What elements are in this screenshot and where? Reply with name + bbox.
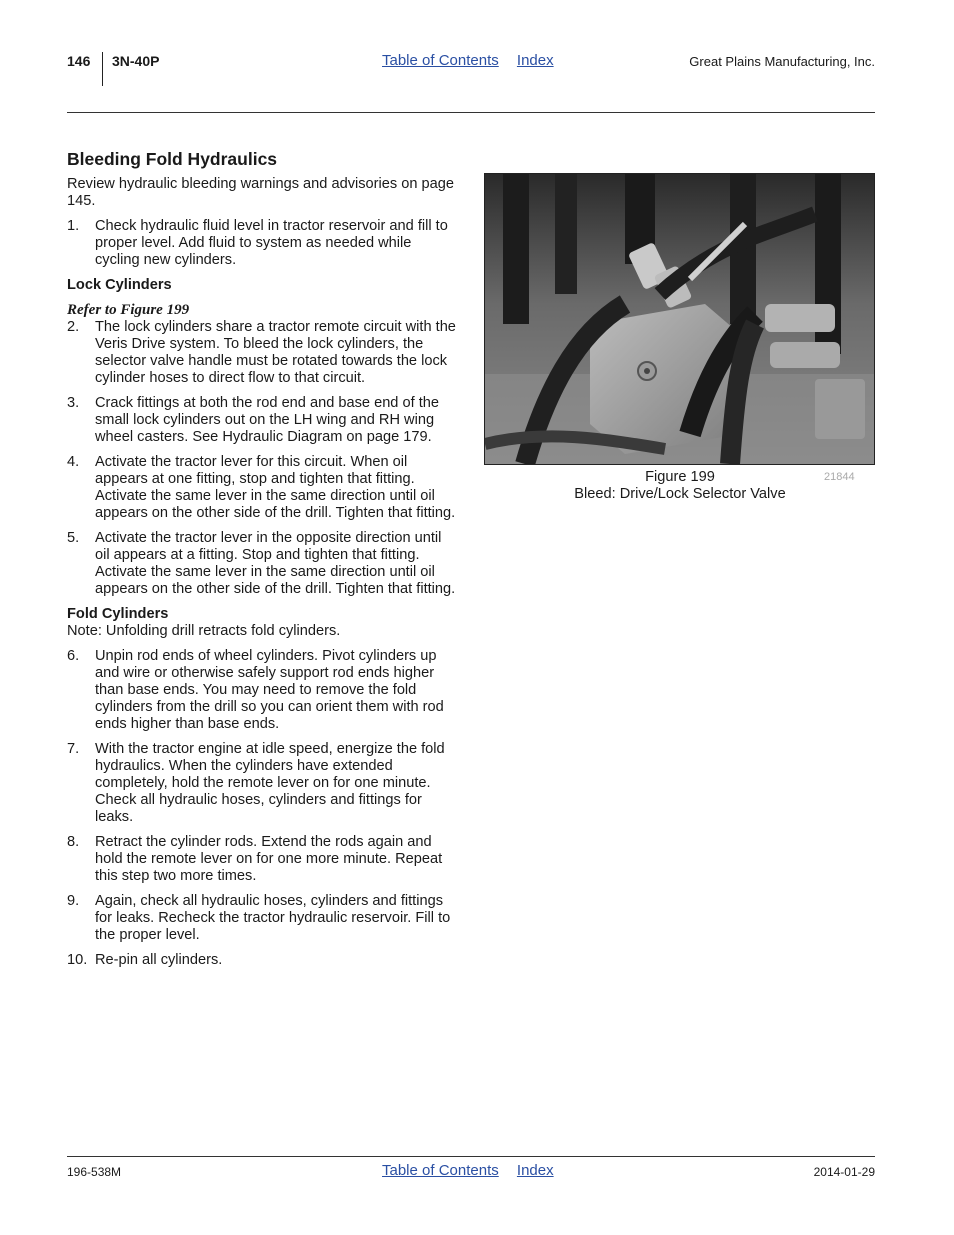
list-item [67, 952, 457, 969]
step-number: 10. [67, 952, 88, 968]
step-text: Activate the tractor lever for this circuit. When oil appears at one fitting, stop and tighten that fitting. Activate the same lever in the same direction until oil appears on the other side of the drill. Tighten that fitting. [95, 454, 456, 521]
page-number: 146 [67, 53, 91, 69]
step-number: 8. [67, 834, 80, 850]
list-item [67, 218, 457, 269]
step-number: 4. [67, 454, 80, 470]
section-title: Bleeding Fold Hydraulics [67, 149, 278, 169]
step-number: 7. [67, 741, 80, 757]
figure-title: Bleed: Drive/Lock Selector Valve [574, 486, 786, 502]
step-text: Re-pin all cylinders. [95, 952, 223, 968]
list-item [67, 454, 457, 522]
step-number: 3. [67, 395, 80, 411]
step-number: 2. [67, 319, 80, 335]
doc-date: 2014-01-29 [813, 1165, 875, 1179]
header-nav [382, 52, 568, 69]
figure-code: 21844 [824, 471, 855, 483]
fold-note: Note: Unfolding drill retracts fold cylinders. [67, 623, 341, 639]
step-text: Check hydraulic fluid level in tractor reservoir and fill to proper level. Add fluid to system as needed while cycling new cylinders. [95, 218, 448, 268]
figure-reference: Refer to Figure 199 [67, 302, 190, 318]
company-name: Great Plains Manufacturing, Inc. [689, 54, 875, 69]
list-item [67, 648, 457, 733]
step-number: 6. [67, 648, 80, 664]
header-rule [67, 112, 875, 113]
fold-cylinders-heading: Fold Cylinders [67, 606, 169, 622]
lock-cylinders-heading: Lock Cylinders [67, 277, 172, 293]
model-name: 3N-40P [112, 53, 160, 69]
doc-number: 196-538M [67, 1165, 122, 1179]
footer-toc-link[interactable]: Table of Contents [382, 1162, 499, 1179]
header-toc-link[interactable]: Table of Contents [382, 52, 499, 69]
step-number: 1. [67, 218, 80, 234]
header-index-link[interactable]: Index [516, 52, 554, 69]
figure-caption [484, 469, 876, 503]
intro-text: Review hydraulic bleeding warnings and advisories on page 145. [67, 176, 454, 209]
list-item [67, 834, 457, 885]
step-text: Retract the cylinder rods. Extend the rods again and hold the remote lever on for one more minute. Repeat this step two more times. [95, 834, 443, 884]
step-text: With the tractor engine at idle speed, energize the fold hydraulics. When the cylinders have extended completely, hold the remote lever on for one minute. Check all hydraulic hoses, cylinders and fittings for leaks. [95, 741, 445, 825]
footer-rule [67, 1156, 875, 1157]
header-divider [102, 52, 103, 86]
hydraulic-valve-photo [485, 174, 874, 464]
list-item [67, 395, 457, 446]
step-text: Again, check all hydraulic hoses, cylinders and fittings for leaks. Recheck the tractor hydraulic reservoir. Fill to the proper level. [95, 893, 451, 943]
step-text: Unpin rod ends of wheel cylinders. Pivot cylinders up and wire or otherwise safely support rod ends higher than base ends. You may need to remove the fold cylinders from the drill so you can orient them with rod ends higher than base ends. [95, 648, 444, 732]
figure-number: Figure 199 [645, 469, 715, 485]
step-text: Activate the tractor lever in the opposite direction until oil appears at a fitting. Stop and tighten that fitting. Activate the same lever in the same direction until oil appears on the other side of the drill. Tighten that fitting. [95, 530, 456, 597]
step-number: 5. [67, 530, 80, 546]
main-column [67, 148, 457, 969]
step-text: Crack fittings at both the rod end and base end of the small lock cylinders out on the LH wing and RH wing wheel casters. See Hydraulic Diagram on page 179. [95, 395, 439, 445]
footer-nav [382, 1162, 568, 1179]
list-item [67, 530, 457, 598]
figure-photo [484, 173, 875, 465]
list-item [67, 893, 457, 944]
footer-index-link[interactable]: Index [516, 1162, 554, 1179]
list-item [67, 319, 457, 387]
list-item [67, 741, 457, 826]
step-text: The lock cylinders share a tractor remote circuit with the Veris Drive system. To bleed the lock cylinders, the selector valve handle must be rotated towards the lock cylinder hoses to direct flow to that circuit. [95, 319, 456, 386]
step-number: 9. [67, 893, 80, 909]
